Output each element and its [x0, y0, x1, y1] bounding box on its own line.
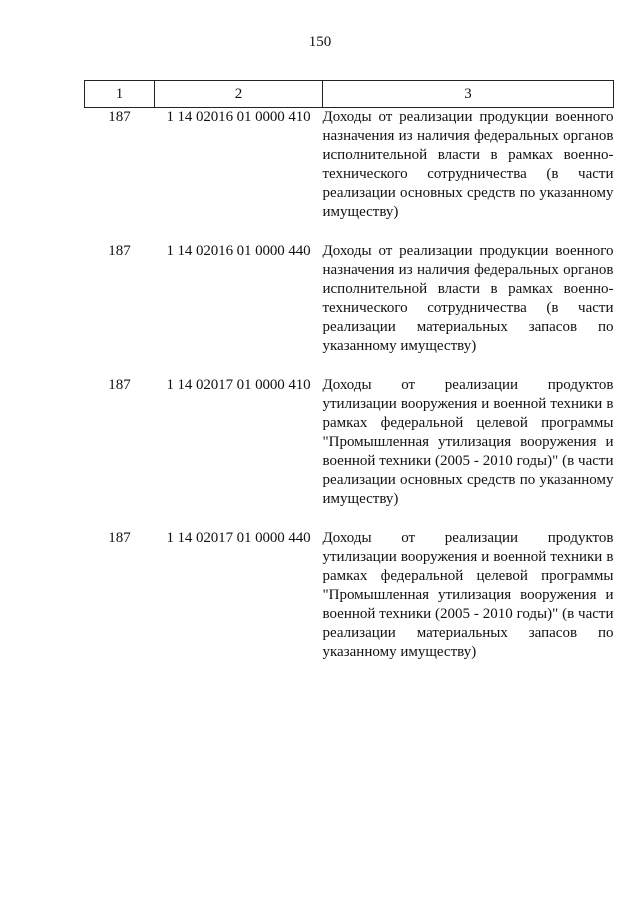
- admin-code-cell: 187: [108, 243, 131, 259]
- table-row: [85, 376, 614, 529]
- budget-code-cell: 1 14 02016 01 0000 440: [166, 243, 311, 259]
- income-name-cell: Доходы от реализации продуктов утилизации вооружения и военной техники в рамках федеральной целевой программы "Промышленная утилизация вооружения и военной техники (2005 - 2010 годы)" (в части реализации материальных запасов по указанному имуществу): [322, 530, 614, 660]
- header-cell-1: 1: [85, 81, 155, 108]
- income-name-cell: Доходы от реализации продуктов утилизации вооружения и военной техники в рамках федеральной целевой программы "Промышленная утилизация вооружения и военной техники (2005 - 2010 годы)" (в части реализации основных средств по указанному имуществу): [322, 377, 614, 507]
- budget-code-cell: 1 14 02017 01 0000 410: [166, 377, 311, 393]
- header-row: [85, 81, 614, 108]
- header-cell-2: 2: [155, 81, 323, 108]
- income-name-cell: Доходы от реализации продукции военного назначения из наличия федеральных органов исполнительной власти в рамках военно-технического сотрудничества (в части реализации основных средств по указанному имуществу): [322, 109, 614, 220]
- admin-code-cell: 187: [108, 530, 131, 546]
- budget-code-cell: 1 14 02016 01 0000 410: [166, 109, 311, 125]
- budget-classification-table: [84, 80, 614, 682]
- admin-code-cell: 187: [108, 377, 131, 393]
- table-row: [85, 108, 614, 243]
- income-name-cell: Доходы от реализации продукции военного назначения из наличия федеральных органов исполнительной власти в рамках военно-технического сотрудничества (в части реализации материальных запасов по указанному имуществу): [322, 243, 614, 354]
- table-body: [85, 108, 614, 683]
- page-number: 150: [308, 34, 332, 50]
- budget-code-cell: 1 14 02017 01 0000 440: [166, 530, 311, 546]
- table-header: [85, 81, 614, 108]
- admin-code-cell: 187: [108, 109, 131, 125]
- table-row: [85, 529, 614, 682]
- table-row: [85, 242, 614, 376]
- header-cell-3: 3: [323, 81, 614, 108]
